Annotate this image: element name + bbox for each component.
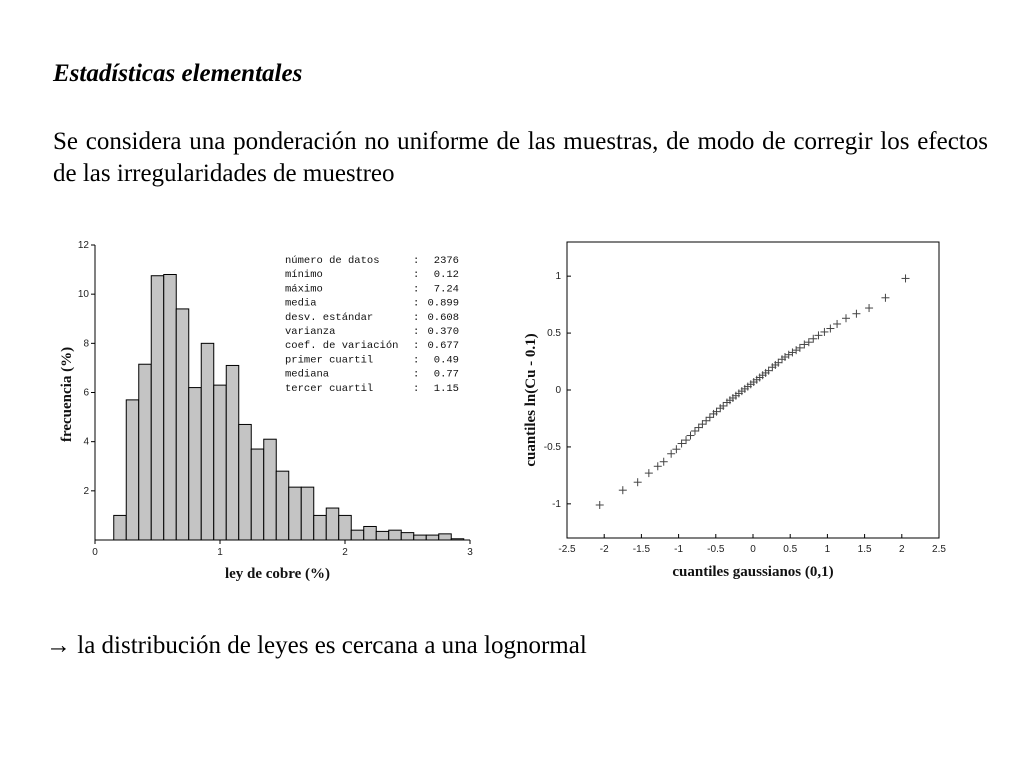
stat-label: mínimo xyxy=(285,269,323,282)
qq-x-tick-label: -2.5 xyxy=(558,544,576,555)
slide-title: Estadísticas elementales xyxy=(53,60,303,87)
histogram-bar xyxy=(414,535,427,540)
stat-separator: : xyxy=(413,340,420,353)
stat-value: 0.77 xyxy=(433,368,459,381)
right-arrow-icon: → xyxy=(46,632,71,659)
qq-y-tick-label: -1 xyxy=(552,498,561,510)
stat-value: 0.608 xyxy=(427,311,459,324)
histogram-bar xyxy=(439,534,452,540)
qq-point xyxy=(698,420,706,428)
stat-separator: : xyxy=(413,354,420,367)
qq-x-tick-label: 2.5 xyxy=(932,544,946,555)
qq-x-tick-label: -2 xyxy=(599,544,609,555)
qq-plot-y-label: cuantiles ln(Cu - 0.1) xyxy=(523,333,539,467)
qq-point xyxy=(865,304,873,312)
stat-separator: : xyxy=(413,269,420,282)
qq-y-tick-label: 0 xyxy=(555,385,561,396)
qq-point xyxy=(660,458,668,466)
histogram-x-label: ley de cobre (%) xyxy=(224,566,331,582)
qq-point xyxy=(805,338,813,346)
qq-point xyxy=(687,432,695,440)
qq-point xyxy=(881,294,889,302)
histogram-bar xyxy=(351,530,364,540)
statistics-table xyxy=(285,255,459,395)
stat-label: desv. estándar xyxy=(285,311,374,324)
stat-label: máximo xyxy=(285,283,323,296)
qq-point xyxy=(695,424,703,432)
qq-point xyxy=(809,335,817,343)
qq-plot-x-label: cuantiles gaussianos (0,1) xyxy=(672,564,834,580)
qq-plot-ticks xyxy=(544,271,947,555)
histogram-bar xyxy=(176,309,189,540)
stat-separator: : xyxy=(413,326,420,338)
histogram-x-tick-label: 1 xyxy=(217,547,223,558)
qq-point xyxy=(788,348,796,356)
histogram-bar xyxy=(364,526,377,540)
intro-paragraph: Se considera una ponderación no uniforme de las muestras, de modo de corregir los efectos de las irregularidades de muestreo xyxy=(53,128,988,187)
stat-value: 0.899 xyxy=(427,297,459,310)
qq-point xyxy=(796,344,804,352)
qq-point xyxy=(820,328,828,336)
conclusion-line xyxy=(46,632,587,660)
stat-value: 1.15 xyxy=(433,382,459,395)
histogram-bar xyxy=(289,487,302,540)
stat-separator: : xyxy=(413,368,420,381)
qq-x-tick-label: -0.5 xyxy=(707,544,725,555)
stat-value: 2376 xyxy=(433,255,459,267)
qq-point xyxy=(814,331,822,339)
stat-value: 0.370 xyxy=(427,326,459,338)
qq-point xyxy=(706,413,714,421)
qq-point xyxy=(634,478,642,486)
histogram-bar xyxy=(214,385,227,540)
histogram-x-tick-label: 0 xyxy=(92,547,98,558)
histogram-bar xyxy=(189,388,202,540)
qq-y-tick-label: -0.5 xyxy=(543,441,561,453)
qq-x-tick-label: 1.5 xyxy=(857,544,872,555)
stat-value: 0.49 xyxy=(433,354,459,367)
stat-value: 0.677 xyxy=(427,340,459,353)
histogram-y-tick-label: 6 xyxy=(83,387,89,399)
histogram-bar xyxy=(239,424,252,540)
histogram-bar xyxy=(339,515,352,540)
qq-point xyxy=(842,314,850,322)
qq-point xyxy=(654,462,662,470)
qq-point xyxy=(596,501,604,509)
histogram-bar xyxy=(151,276,164,540)
qq-x-tick-label: -1 xyxy=(674,544,684,555)
histogram-bar xyxy=(326,508,339,540)
stat-value: 0.12 xyxy=(433,269,459,282)
histogram-y-tick-label: 12 xyxy=(77,240,89,251)
histogram-bar xyxy=(139,364,152,540)
histogram-bar xyxy=(164,275,177,541)
stat-separator: : xyxy=(413,382,420,395)
histogram-bar xyxy=(376,531,389,540)
qq-y-tick-label: 0.5 xyxy=(547,328,561,340)
histogram-y-tick-label: 2 xyxy=(83,485,89,497)
qq-plot-chart xyxy=(523,242,946,580)
stat-separator: : xyxy=(413,255,420,267)
qq-x-tick-label: -1.5 xyxy=(632,544,651,555)
qq-point xyxy=(792,346,800,354)
histogram-y-tick-label: 10 xyxy=(77,289,89,301)
histogram-bar xyxy=(201,343,214,540)
qq-point xyxy=(702,417,710,425)
stat-value: 7.24 xyxy=(433,283,459,296)
qq-point xyxy=(800,340,808,348)
qq-point xyxy=(852,310,860,318)
stat-label: media xyxy=(285,297,317,310)
histogram-bar xyxy=(114,515,127,540)
qq-plot-points xyxy=(596,274,910,509)
conclusion-text: la distribución de leyes es cercana a una lognormal xyxy=(77,632,587,659)
stat-label: primer cuartil xyxy=(285,354,374,367)
histogram-bar xyxy=(426,535,439,540)
histogram-x-tick-label: 3 xyxy=(467,547,473,558)
stat-separator: : xyxy=(413,297,420,310)
qq-point xyxy=(667,450,675,458)
histogram-bar xyxy=(401,533,414,540)
histogram-bar xyxy=(251,449,264,540)
stat-label: coef. de variación xyxy=(285,340,399,353)
qq-point xyxy=(826,325,834,333)
stat-label: tercer cuartil xyxy=(285,382,374,395)
histogram-y-label: frecuencia (%) xyxy=(59,346,75,443)
histogram-bar xyxy=(301,487,314,540)
qq-point xyxy=(833,320,841,328)
stat-label: mediana xyxy=(285,368,330,381)
histogram-x-tick-label: 2 xyxy=(342,547,348,558)
stat-label: varianza xyxy=(285,326,336,338)
histogram-bar xyxy=(276,471,289,540)
qq-x-tick-label: 1 xyxy=(824,544,831,555)
qq-point xyxy=(785,351,793,359)
qq-x-tick-label: 2 xyxy=(899,544,905,555)
qq-point xyxy=(678,440,686,448)
histogram-bar xyxy=(389,530,402,540)
qq-point xyxy=(902,274,910,282)
qq-y-tick-label: 1 xyxy=(555,271,561,283)
stat-separator: : xyxy=(413,311,420,324)
qq-point xyxy=(691,427,699,435)
qq-x-tick-label: 0 xyxy=(750,544,756,555)
qq-point xyxy=(619,486,627,494)
stat-separator: : xyxy=(413,283,420,296)
qq-x-tick-label: 0.5 xyxy=(783,544,798,555)
histogram-bar xyxy=(226,365,239,540)
histogram-chart xyxy=(59,240,473,582)
histogram-bar xyxy=(264,439,277,540)
histogram-y-tick-label: 4 xyxy=(83,436,89,448)
qq-point xyxy=(645,469,653,477)
stat-label: número de datos xyxy=(285,255,380,267)
qq-point xyxy=(682,436,690,444)
qq-point xyxy=(672,445,680,453)
histogram-bar xyxy=(126,400,139,540)
histogram-bar xyxy=(314,515,327,540)
histogram-y-tick-label: 8 xyxy=(83,338,89,350)
